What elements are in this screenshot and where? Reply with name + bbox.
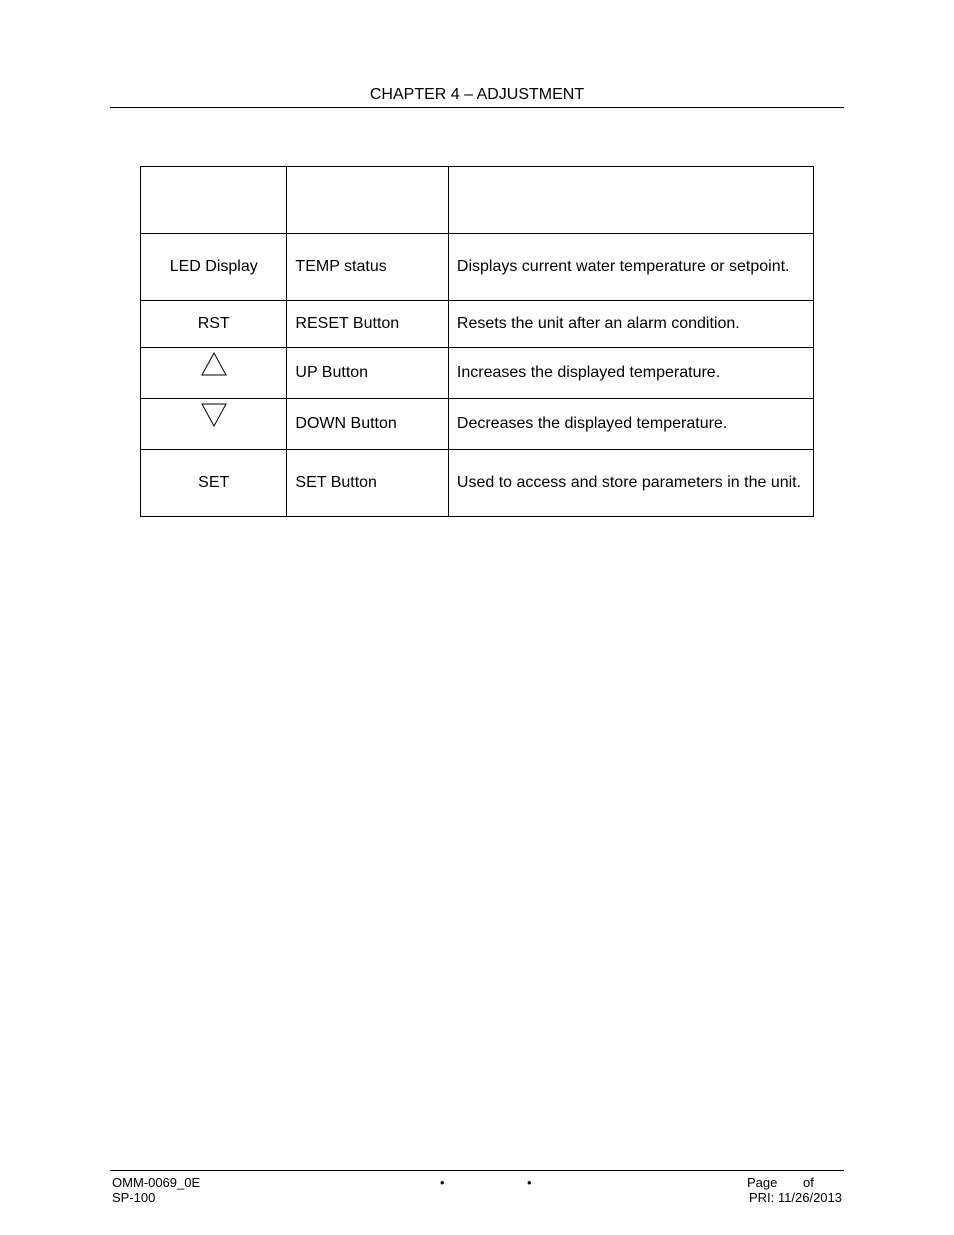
table-row	[141, 234, 814, 301]
name-cell: TEMP status	[287, 234, 448, 301]
name-cell: DOWN Button	[287, 399, 448, 450]
footer-bullet: •	[527, 1175, 532, 1190]
page-label: Page	[747, 1175, 778, 1190]
description-cell: Resets the unit after an alarm condition.	[448, 301, 813, 348]
pri-date: PRI: 11/26/2013	[749, 1190, 842, 1205]
control-cell: SET	[141, 450, 287, 517]
doc-number: OMM-0069_0E	[112, 1175, 201, 1190]
controls-table	[140, 166, 814, 517]
footer-bullet: •	[440, 1175, 445, 1190]
footer-divider	[110, 1170, 844, 1171]
description-cell: Increases the displayed temperature.	[448, 348, 813, 399]
name-cell: UP Button	[287, 348, 448, 399]
name-cell: SET Button	[287, 450, 448, 517]
table-row	[141, 348, 814, 399]
model-name: SP-100	[112, 1190, 156, 1205]
header-cell-name	[287, 167, 448, 234]
name-cell: RESET Button	[287, 301, 448, 348]
control-cell: LED Display	[141, 234, 287, 301]
triangle-down-icon	[201, 403, 227, 427]
header-divider	[110, 107, 844, 108]
control-cell	[141, 348, 287, 399]
of-label: of	[803, 1175, 814, 1190]
control-cell	[141, 399, 287, 450]
triangle-up-icon	[201, 352, 227, 376]
table-header-row	[141, 167, 814, 234]
description-cell: Used to access and store parameters in the unit.	[448, 450, 813, 517]
header-cell-control	[141, 167, 287, 234]
chapter-title: CHAPTER 4 – ADJUSTMENT	[369, 86, 585, 103]
header-cell-description	[448, 167, 813, 234]
description-cell: Decreases the displayed temperature.	[448, 399, 813, 450]
table-row	[141, 399, 814, 450]
table-row	[141, 450, 814, 517]
table-row	[141, 301, 814, 348]
control-cell: RST	[141, 301, 287, 348]
description-cell: Displays current water temperature or setpoint.	[448, 234, 813, 301]
